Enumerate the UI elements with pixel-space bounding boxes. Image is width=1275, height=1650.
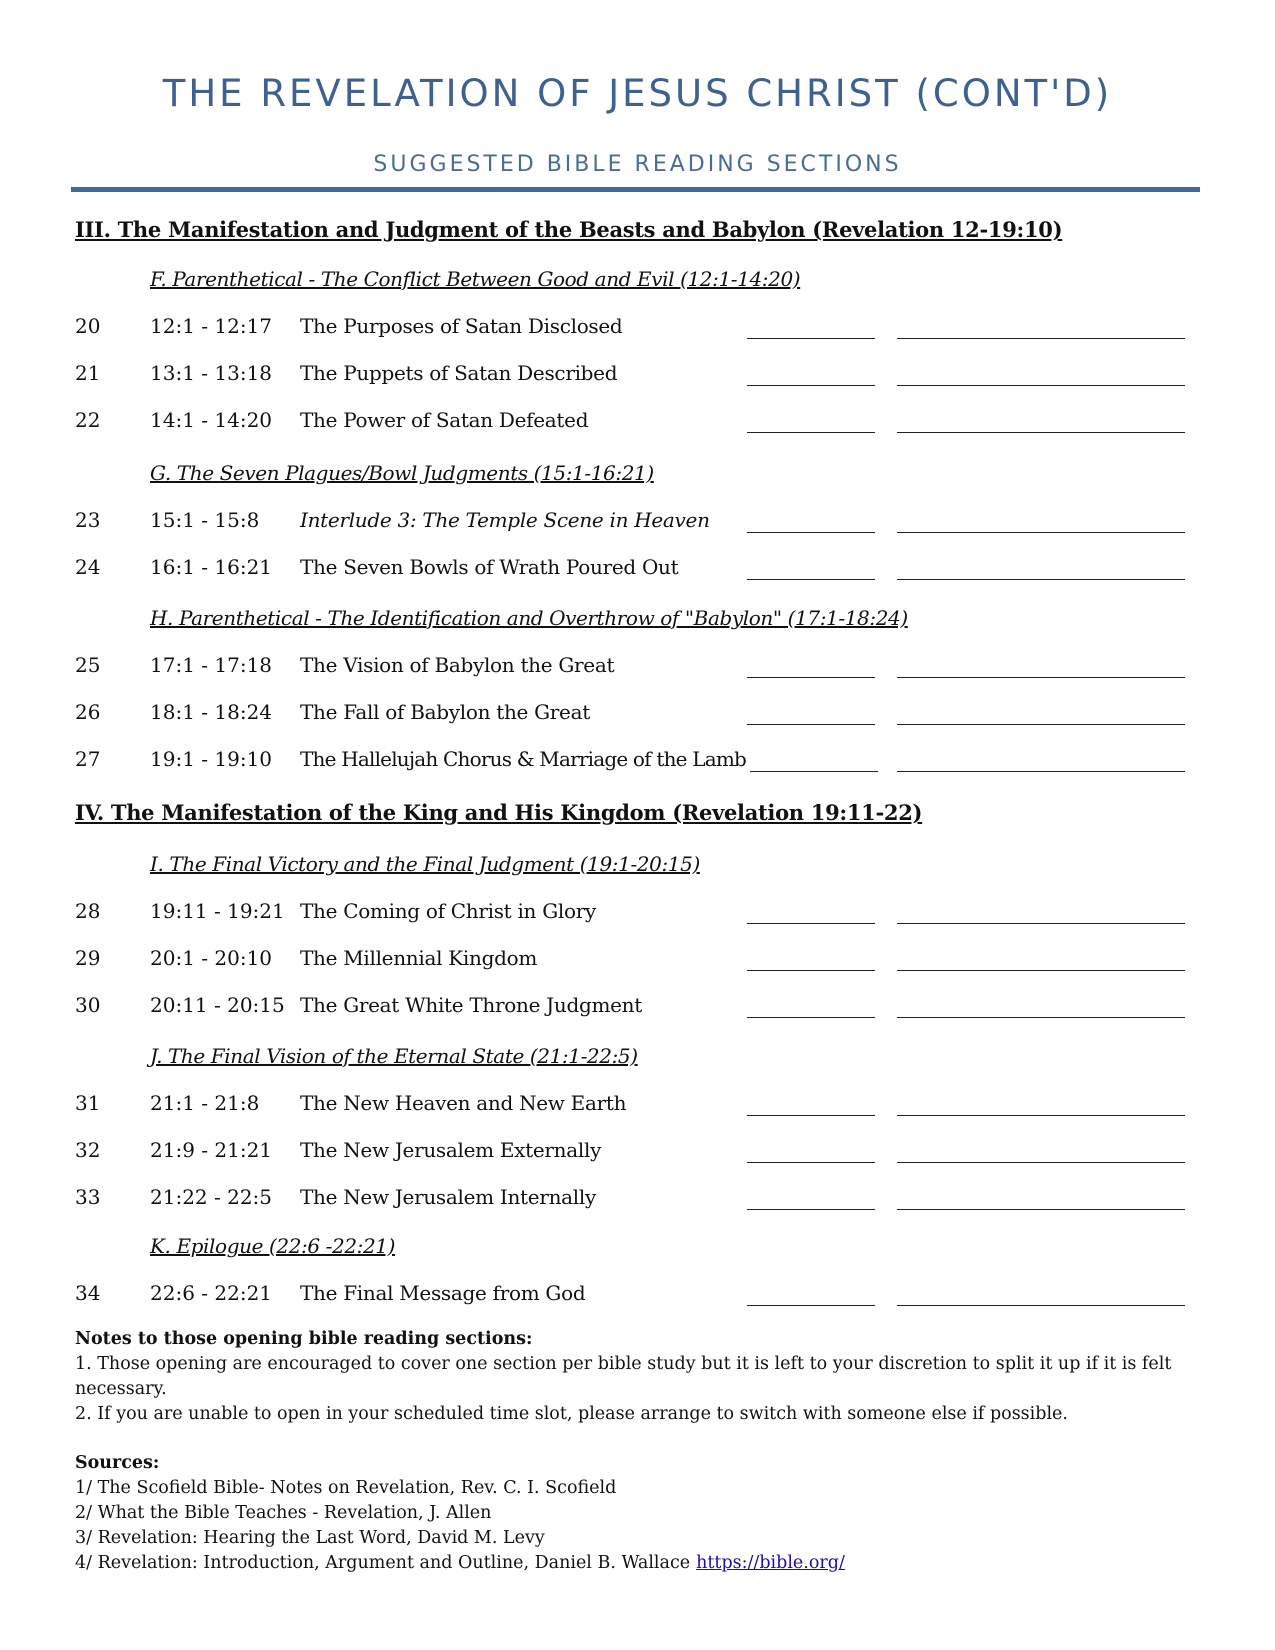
reading-reference: 15:1 - 15:8 xyxy=(150,508,260,532)
reading-title: The Power of Satan Defeated xyxy=(300,408,589,432)
reading-row xyxy=(0,946,1275,976)
subsection-heading-k: K. Epilogue (22:6 -22:21) xyxy=(150,1234,396,1258)
reading-title: The Seven Bowls of Wrath Poured Out xyxy=(300,555,679,579)
subsection-heading-j: J. The Final Vision of the Eternal State (21:1-22:5) xyxy=(150,1044,638,1068)
reading-row xyxy=(0,361,1275,391)
notes-block xyxy=(75,1327,1195,1427)
reading-reference: 12:1 - 12:17 xyxy=(150,314,273,338)
notes-line: 1. Those opening are encouraged to cover one section per bible study but it is left to your discretion to split it up if it is felt necessary. xyxy=(75,1354,1172,1399)
reading-row xyxy=(0,747,1275,777)
reading-number: 32 xyxy=(75,1138,101,1162)
reading-title: The Coming of Christ in Glory xyxy=(300,899,596,923)
reading-row xyxy=(0,1138,1275,1168)
reading-title: The New Jerusalem Externally xyxy=(300,1138,602,1162)
reading-reference: 19:11 - 19:21 xyxy=(150,899,285,923)
reading-title: The Great White Throne Judgment xyxy=(300,993,642,1017)
name-blank-line[interactable] xyxy=(897,532,1185,533)
reading-reference: 21:22 - 22:5 xyxy=(150,1185,273,1209)
name-blank-line[interactable] xyxy=(897,432,1185,433)
reading-reference: 17:1 - 17:18 xyxy=(150,653,273,677)
name-blank-line[interactable] xyxy=(897,724,1185,725)
bible-org-link[interactable]: https://bible.org/ xyxy=(696,1553,845,1573)
sources-heading: Sources: xyxy=(75,1453,160,1473)
reading-title: The Fall of Babylon the Great xyxy=(300,700,590,724)
reading-reference: 20:1 - 20:10 xyxy=(150,946,273,970)
reading-title: The Final Message from God xyxy=(300,1281,586,1305)
reading-title: The Puppets of Satan Described xyxy=(300,361,618,385)
reading-row xyxy=(0,700,1275,730)
name-blank-line[interactable] xyxy=(897,1115,1185,1116)
reading-reference: 16:1 - 16:21 xyxy=(150,555,273,579)
reading-row xyxy=(0,408,1275,438)
name-blank-line[interactable] xyxy=(897,771,1185,772)
reading-number: 20 xyxy=(75,314,101,338)
reading-reference: 20:11 - 20:15 xyxy=(150,993,285,1017)
date-blank-line[interactable] xyxy=(747,432,875,433)
reading-number: 28 xyxy=(75,899,101,923)
subsection-heading-g: G. The Seven Plagues/Bowl Judgments (15:1-16:21) xyxy=(150,461,654,485)
reading-row xyxy=(0,1091,1275,1121)
reading-row xyxy=(0,993,1275,1023)
part-heading-iv: IV. The Manifestation of the King and His Kingdom (Revelation 19:11-22) xyxy=(75,800,923,825)
reading-number: 29 xyxy=(75,946,101,970)
reading-number: 26 xyxy=(75,700,101,724)
date-blank-line[interactable] xyxy=(747,724,875,725)
subsection-heading-f: F. Parenthetical - The Conflict Between Good and Evil (12:1-14:20) xyxy=(150,267,801,291)
page-title: THE REVELATION OF JESUS CHRIST (CONT'D) xyxy=(162,72,1113,115)
reading-number: 30 xyxy=(75,993,101,1017)
date-blank-line[interactable] xyxy=(747,1162,875,1163)
reading-number: 31 xyxy=(75,1091,101,1115)
reading-reference: 14:1 - 14:20 xyxy=(150,408,273,432)
reading-number: 24 xyxy=(75,555,101,579)
reading-title: The Hallelujah Chorus & Marriage of the Lamb xyxy=(300,747,747,771)
name-blank-line[interactable] xyxy=(897,338,1185,339)
source-item: 1/ The Scofield Bible- Notes on Revelation, Rev. C. I. Scofield xyxy=(75,1478,617,1498)
source-item xyxy=(75,1551,1195,1576)
notes-line: 2. If you are unable to open in your scheduled time slot, please arrange to switch with someone else if possible. xyxy=(75,1404,1068,1424)
date-blank-line[interactable] xyxy=(747,1305,875,1306)
reading-reference: 21:1 - 21:8 xyxy=(150,1091,260,1115)
reading-number: 33 xyxy=(75,1185,101,1209)
reading-reference: 21:9 - 21:21 xyxy=(150,1138,273,1162)
date-blank-line[interactable] xyxy=(747,970,875,971)
name-blank-line[interactable] xyxy=(897,923,1185,924)
date-blank-line[interactable] xyxy=(747,677,875,678)
reading-title: The Vision of Babylon the Great xyxy=(300,653,615,677)
reading-number: 25 xyxy=(75,653,101,677)
reading-reference: 13:1 - 13:18 xyxy=(150,361,273,385)
notes-heading: Notes to those opening bible reading sections: xyxy=(75,1329,533,1349)
reading-row xyxy=(0,508,1275,538)
name-blank-line[interactable] xyxy=(897,1209,1185,1210)
reading-number: 27 xyxy=(75,747,101,771)
reading-title: The New Heaven and New Earth xyxy=(300,1091,627,1115)
name-blank-line[interactable] xyxy=(897,677,1185,678)
reading-title: Interlude 3: The Temple Scene in Heaven xyxy=(300,508,710,532)
name-blank-line[interactable] xyxy=(897,1017,1185,1018)
page-subtitle: SUGGESTED BIBLE READING SECTIONS xyxy=(373,152,902,177)
reading-reference: 18:1 - 18:24 xyxy=(150,700,273,724)
reading-row xyxy=(0,1185,1275,1215)
date-blank-line[interactable] xyxy=(747,579,875,580)
header-divider xyxy=(71,187,1200,192)
source-item-text: 4/ Revelation: Introduction, Argument and Outline, Daniel B. Wallace xyxy=(75,1553,691,1573)
date-blank-line[interactable] xyxy=(747,385,875,386)
reading-row xyxy=(0,555,1275,585)
reading-title: The Purposes of Satan Disclosed xyxy=(300,314,623,338)
reading-title: The New Jerusalem Internally xyxy=(300,1185,596,1209)
name-blank-line[interactable] xyxy=(897,970,1185,971)
date-blank-line[interactable] xyxy=(747,923,875,924)
subsection-heading-i: I. The Final Victory and the Final Judgment (19:1-20:15) xyxy=(150,852,700,876)
reading-row xyxy=(0,899,1275,929)
reading-number: 21 xyxy=(75,361,101,385)
date-blank-line[interactable] xyxy=(747,1017,875,1018)
date-blank-line[interactable] xyxy=(747,1209,875,1210)
date-blank-line[interactable] xyxy=(747,1115,875,1116)
subsection-heading-h: H. Parenthetical - The Identification and Overthrow of "Babylon" (17:1-18:24) xyxy=(150,606,908,630)
part-heading-iii: III. The Manifestation and Judgment of the Beasts and Babylon (Revelation 12-19:10) xyxy=(75,217,1063,242)
name-blank-line[interactable] xyxy=(897,385,1185,386)
reading-number: 34 xyxy=(75,1281,101,1305)
name-blank-line[interactable] xyxy=(897,579,1185,580)
reading-row xyxy=(0,1281,1275,1311)
source-item: 3/ Revelation: Hearing the Last Word, David M. Levy xyxy=(75,1528,545,1548)
date-blank-line[interactable] xyxy=(750,771,878,772)
date-blank-line[interactable] xyxy=(747,338,875,339)
reading-row xyxy=(0,653,1275,683)
date-blank-line[interactable] xyxy=(747,532,875,533)
source-item: 2/ What the Bible Teaches - Revelation, J. Allen xyxy=(75,1503,492,1523)
name-blank-line[interactable] xyxy=(897,1162,1185,1163)
reading-number: 23 xyxy=(75,508,101,532)
reading-row xyxy=(0,314,1275,344)
sources-block xyxy=(75,1451,1195,1576)
reading-reference: 22:6 - 22:21 xyxy=(150,1281,273,1305)
name-blank-line[interactable] xyxy=(897,1305,1185,1306)
reading-number: 22 xyxy=(75,408,101,432)
reading-title: The Millennial Kingdom xyxy=(300,946,537,970)
reading-reference: 19:1 - 19:10 xyxy=(150,747,273,771)
